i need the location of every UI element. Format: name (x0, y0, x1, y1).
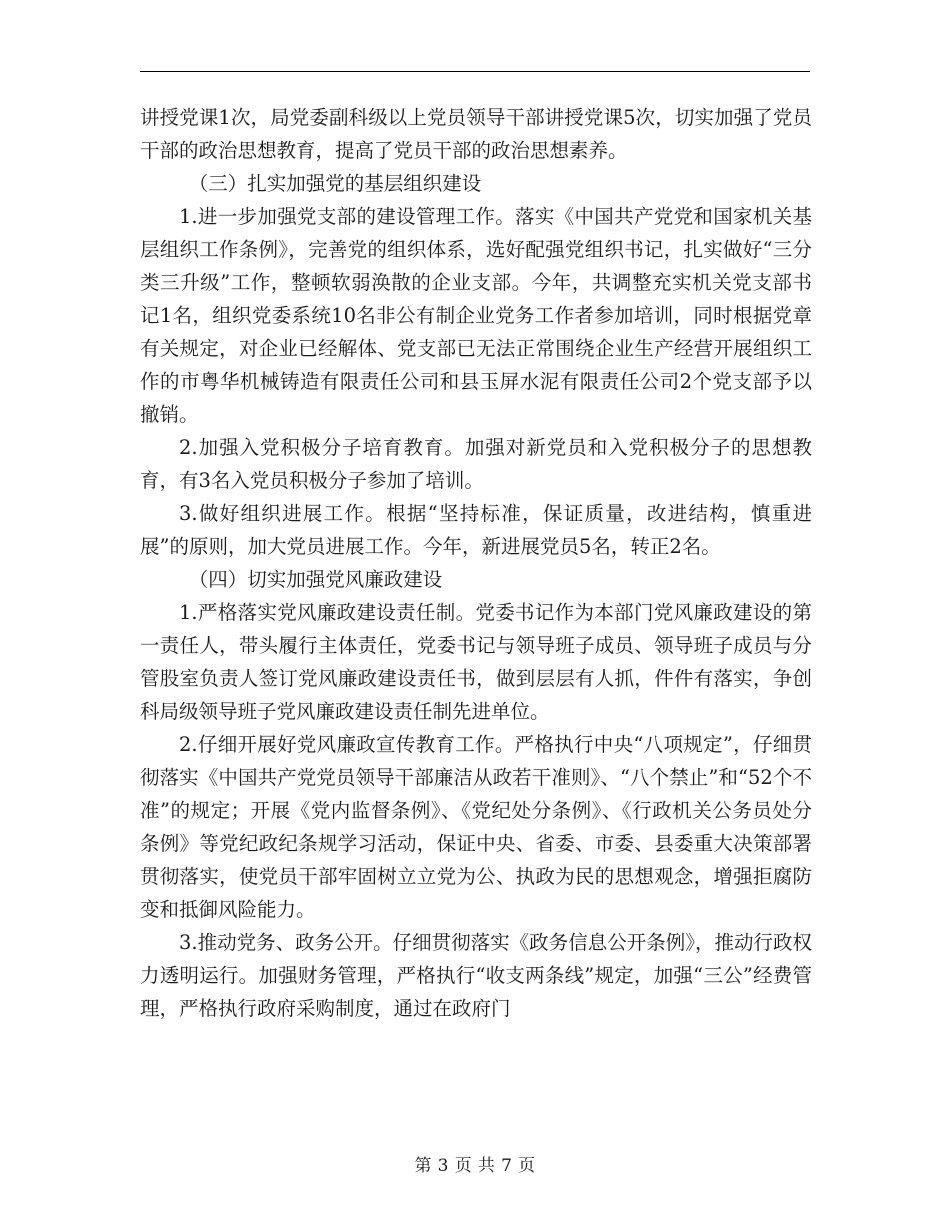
paragraph: 2.仔细开展好党风廉政宣传教育工作。严格执行中央“八项规定”，仔细贯彻落实《中国共产党党员领导干部廉洁从政若干准则》、“八个禁止”和“52个不准”的规定；开展《党内监督条例》、《党纪处分条例》、《行政机关公务员处分条例》等党纪政纪条规学习活动，保证中央、省委、市委、县委重大决策部署贯彻落实，使党员干部牢固树立立党为公、执政为民的思想观念，增强拒腐防变和抵御风险能力。 (140, 733, 812, 921)
paragraph: 1.严格落实党风廉政建设责任制。党委书记作为本部门党风廉政建设的第一责任人，带头履行主体责任，党委书记与领导班子成员、领导班子成员与分管股室负责人签订党风廉政建设责任书，做到层层有人抓，件件有落实，争创科局级领导班子党风廉政建设责任制先进单位。 (140, 601, 812, 723)
section-heading-4: （四）切实加强党风廉政建设 (188, 568, 443, 591)
paragraph: 3.推动党务、政务公开。仔细贯彻落实《政务信息公开条例》，推动行政权力透明运行。加强财务管理，严格执行“收支两条线”规定，加强“三公”经费管理，严格执行政府采购制度，通过在政府门 (140, 931, 812, 1020)
paragraph: 2.加强入党积极分子培育教育。加强对新党员和入党积极分子的思想教育，有3名入党员积极分子参加了培训。 (140, 436, 812, 492)
page-footer (0, 1154, 950, 1178)
section-heading-3: （三）扎实加强党的基层组织建设 (188, 172, 482, 195)
header-rule (140, 71, 810, 72)
paragraph: 3.做好组织进展工作。根据“坚持标准，保证质量，改进结构，慎重进展”的原则，加大党员进展工作。今年，新进展党员5名，转正2名。 (140, 502, 812, 558)
paragraph: 1.进一步加强党支部的建设管理工作。落实《中国共产党党和国家机关基层组织工作条例》，完善党的组织体系，选好配强党组织书记，扎实做好“三分类三升级”工作，整顿软弱涣散的企业支部。今年，共调整充实机关党支部书记1名，组织党委系统10名非公有制企业党务工作者参加培训，同时根据党章有关规定，对企业已经解体、党支部已无法正常围绕企业生产经营开展组织工作的市粤华机械铸造有限责任公司和县玉屏水泥有限责任公司2个党支部予以撤销。 (140, 205, 812, 426)
page-number: 第 3 页 共 7 页 (414, 1156, 536, 1176)
document-body (140, 101, 812, 1025)
paragraph: 讲授党课1次，局党委副科级以上党员领导干部讲授党课5次，切实加强了党员干部的政治思想教育，提高了党员干部的政治思想素养。 (140, 106, 812, 162)
